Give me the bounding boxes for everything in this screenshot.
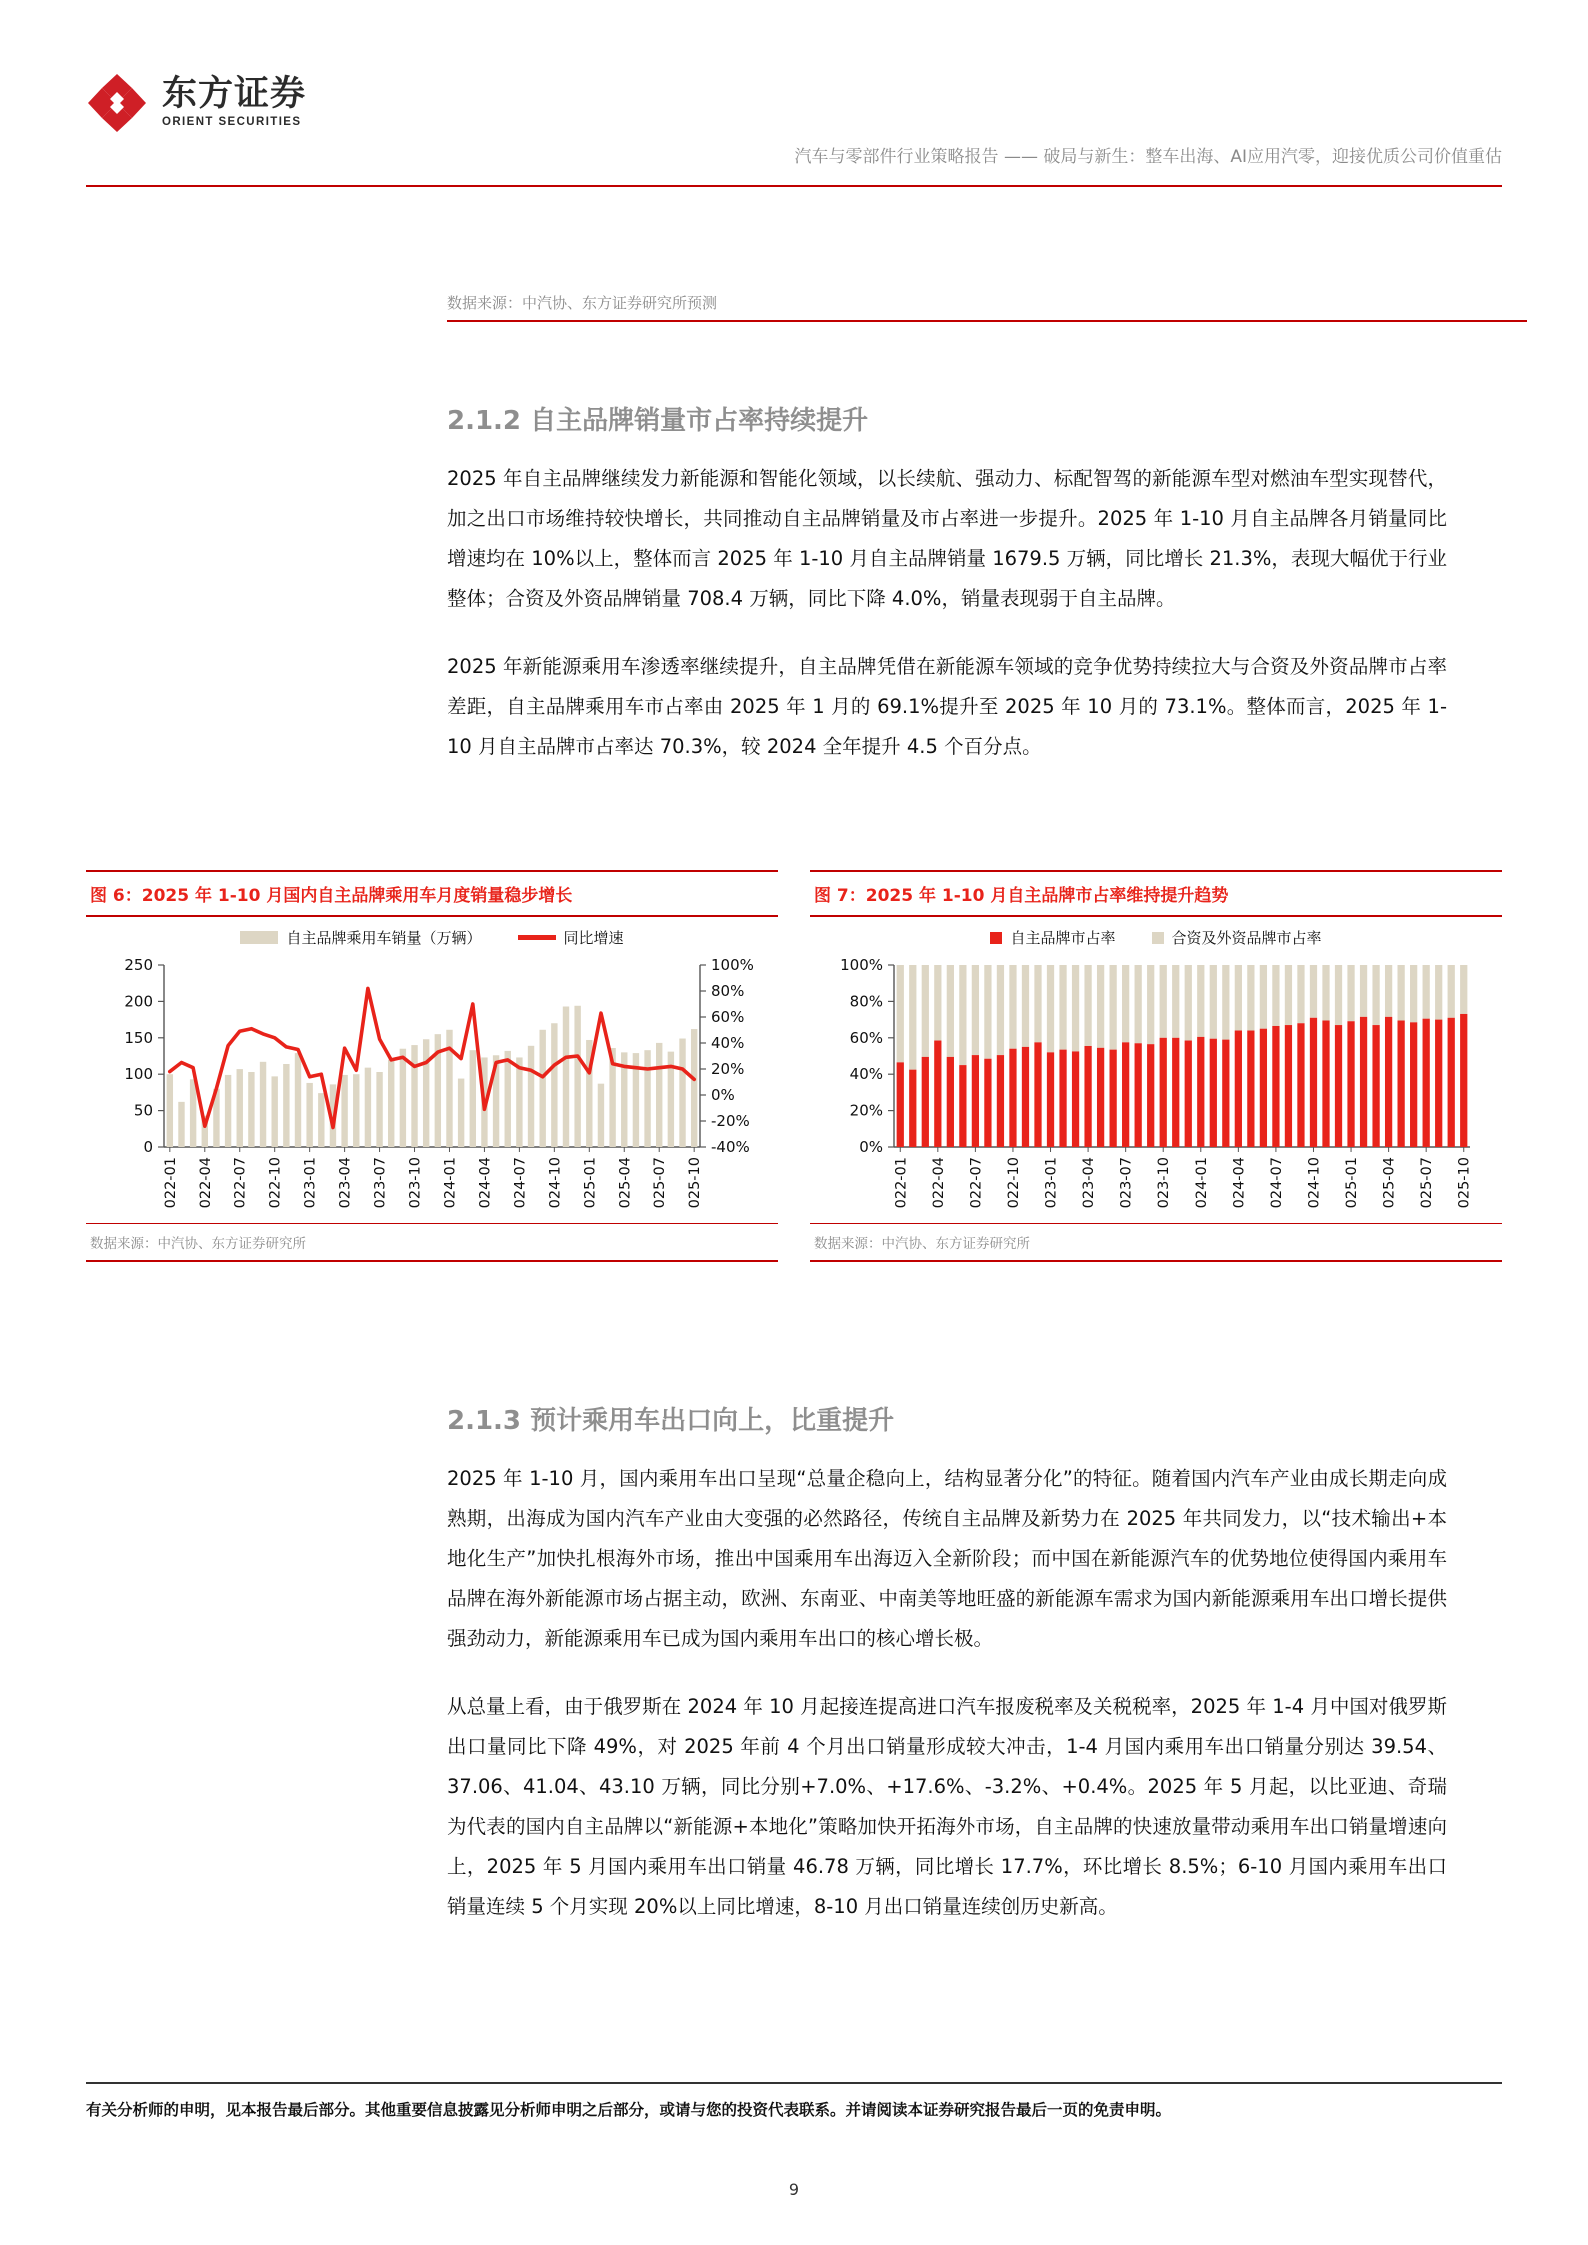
svg-text:2024-07: 2024-07 xyxy=(1268,1156,1285,1209)
svg-text:2023-07: 2023-07 xyxy=(372,1156,389,1209)
figure-7-end-divider xyxy=(810,1260,1502,1262)
svg-text:20%: 20% xyxy=(849,1101,883,1120)
legend-item-domestic-share xyxy=(990,927,1115,948)
page-number: 9 xyxy=(788,2180,800,2199)
svg-text:2024-01: 2024-01 xyxy=(442,1156,459,1209)
svg-text:2022-07: 2022-07 xyxy=(968,1156,985,1209)
orient-securities-logo-icon xyxy=(86,72,148,134)
svg-text:2023-07: 2023-07 xyxy=(1118,1156,1135,1209)
figure-6-legend xyxy=(86,923,778,953)
footer-divider xyxy=(86,2082,1502,2084)
section-213-paragraph-1: 2025 年 1-10 月，国内乘用车出口呈现“总量企稳向上，结构显著分化”的特征。随着国内汽车产业由成长期走向成熟期，出海成为国内汽车产业由大变强的必然路径，传统自主品牌及新势力在 2025 年共同发力，以“技术输出+本地化生产”加快扎根海外市场，推出中国乘用车出海迈入全新阶段；而中国在新能源汽车的优势地位使得国内乘用车品牌在海外新能源市场占据主动，欧洲、东南亚、中南美等地旺盛的新能源车需求为国内新能源乘用车出口增长提供强劲动力，新能源乘用车已成为国内乘用车出口的核心增长极。 xyxy=(447,1467,1447,1650)
svg-text:0%: 0% xyxy=(859,1137,883,1156)
figure-6-plot xyxy=(102,957,762,1209)
figure-7-body xyxy=(810,917,1502,1223)
svg-text:2023-04: 2023-04 xyxy=(1081,1156,1098,1209)
svg-text:60%: 60% xyxy=(711,1007,745,1026)
top-source-text: 数据来源：中汽协、东方证券研究所预测 xyxy=(447,294,718,312)
report-header-title: 汽车与零部件行业策略报告 —— 破局与新生：整车出海、AI应用汽零，迎接优质公司价值重估 xyxy=(794,147,1502,167)
section-213-heading: 2.1.3 预计乘用车出口向上，比重提升 xyxy=(447,1406,895,1436)
svg-text:0: 0 xyxy=(143,1137,153,1156)
section-212-paragraph-2: 2025 年新能源乘用车渗透率继续提升，自主品牌凭借在新能源车领域的竞争优势持续拉大与合资及外资品牌市占率差距，自主品牌乘用车市占率由 2025 年 1 月的 69.1%提升至 2025 年 10 月的 73.1%。整体而言，2025 年 1-10 月自主品牌市占率达 70.3%，较 2024 全年提升 4.5 个百分点。 xyxy=(447,655,1447,758)
svg-text:2025-04: 2025-04 xyxy=(1381,1156,1398,1209)
figure-7-plot xyxy=(826,957,1486,1209)
svg-text:2022-04: 2022-04 xyxy=(197,1156,214,1209)
figure-6-body xyxy=(86,917,778,1223)
top-source-divider xyxy=(447,320,1527,322)
brand-name-cn: 东方证券 xyxy=(162,74,307,115)
top-source-note xyxy=(447,292,1527,322)
svg-text:60%: 60% xyxy=(849,1028,883,1047)
section-212 xyxy=(447,400,1447,767)
section-213-paragraph-2: 从总量上看，由于俄罗斯在 2024 年 10 月起接连提高进口汽车报废税率及关税税率，2025 年 1-4 月中国对俄罗斯出口量同比下降 49%，对 2025 年前 4 个月出口销量形成较大冲击，1-4 月国内乘用车出口销量分别达 39.54、37.06、41.04、43.10 万辆，同比分别+7.0%、+17.6%、-3.2%、+0.4%。2025 年 5 月起，以比亚迪、奇瑞为代表的国内自主品牌以“新能源+本地化”策略加快开拓海外市场，自主品牌的快速放量带动乘用车出口销量增速向上，2025 年 5 月国内乘用车出口销量 46.78 万辆，同比增长 17.7%，环比增长 8.5%；6-10 月国内乘用车出口销量连续 5 个月实现 20%以上同比增速，8-10 月出口销量连续创历史新高。 xyxy=(447,1695,1447,1918)
svg-text:2024-10: 2024-10 xyxy=(547,1156,564,1209)
svg-text:150: 150 xyxy=(124,1028,153,1047)
svg-text:2025-10: 2025-10 xyxy=(687,1156,704,1209)
svg-text:2025-01: 2025-01 xyxy=(1344,1156,1361,1209)
svg-text:100: 100 xyxy=(124,1064,153,1083)
legend-label-domestic-share: 自主品牌市占率 xyxy=(1010,929,1116,947)
svg-text:2022-04: 2022-04 xyxy=(930,1156,947,1209)
svg-text:2025-04: 2025-04 xyxy=(617,1156,634,1209)
brand-logo-text xyxy=(162,74,307,129)
svg-text:250: 250 xyxy=(124,956,153,974)
svg-text:2025-10: 2025-10 xyxy=(1456,1156,1473,1209)
svg-text:2022-10: 2022-10 xyxy=(267,1156,284,1209)
section-212-paragraph-1: 2025 年自主品牌继续发力新能源和智能化领域，以长续航、强动力、标配智驾的新能源车型对燃油车型实现替代，加之出口市场维持较快增长，共同推动自主品牌销量及市占率进一步提升。2025 年 1-10 月自主品牌各月销量同比增速均在 10%以上，整体而言 2025 年 1-10 月自主品牌销量 1679.5 万辆，同比增长 21.3%，表现大幅优于行业整体；合资及外资品牌销量 708.4 万辆，同比下降 4.0%，销量表现弱于自主品牌。 xyxy=(447,467,1447,610)
figure-6 xyxy=(86,870,778,1262)
svg-text:2023-10: 2023-10 xyxy=(1156,1156,1173,1209)
brand-name-en: ORIENT SECURITIES xyxy=(162,116,302,129)
line-swatch-icon xyxy=(518,935,556,940)
svg-text:2023-04: 2023-04 xyxy=(337,1156,354,1209)
figures-row xyxy=(86,870,1502,1262)
svg-text:50: 50 xyxy=(133,1101,153,1120)
header-divider xyxy=(86,185,1502,187)
legend-label-foreign-share: 合资及外资品牌市占率 xyxy=(1171,929,1322,947)
brand-logo xyxy=(86,72,306,134)
footer-disclaimer: 有关分析师的申明，见本报告最后部分。其他重要信息披露见分析师申明之后部分，或请与您的投资代表联系。并请阅读本证券研究报告最后一页的免责申明。 xyxy=(86,2101,1172,2119)
figure-7 xyxy=(810,870,1502,1262)
legend-item-growth xyxy=(518,927,624,948)
red-square-swatch-icon xyxy=(990,932,1002,944)
figure-7-source: 数据来源：中汽协、东方证券研究所 xyxy=(814,1236,1030,1252)
svg-text:2023-01: 2023-01 xyxy=(1043,1156,1060,1209)
legend-label-growth: 同比增速 xyxy=(563,929,624,947)
svg-text:40%: 40% xyxy=(711,1033,745,1052)
svg-text:80%: 80% xyxy=(711,981,745,1000)
figure-7-title: 图 7：2025 年 1-10 月自主品牌市占率维持提升趋势 xyxy=(814,886,1229,906)
svg-text:2024-04: 2024-04 xyxy=(477,1156,494,1209)
svg-text:200: 200 xyxy=(124,991,153,1010)
legend-item-sales xyxy=(240,927,481,948)
svg-text:2022-10: 2022-10 xyxy=(1005,1156,1022,1209)
svg-text:100%: 100% xyxy=(840,956,883,974)
svg-text:2022-01: 2022-01 xyxy=(162,1156,179,1209)
section-213 xyxy=(447,1400,1447,1927)
figure-6-source: 数据来源：中汽协、东方证券研究所 xyxy=(90,1236,306,1252)
bar-swatch-icon xyxy=(240,931,278,944)
legend-item-foreign-share xyxy=(1152,927,1322,948)
svg-text:2022-01: 2022-01 xyxy=(893,1156,910,1209)
svg-text:2024-10: 2024-10 xyxy=(1306,1156,1323,1209)
svg-text:2022-07: 2022-07 xyxy=(232,1156,249,1209)
svg-text:2024-04: 2024-04 xyxy=(1231,1156,1248,1209)
svg-text:-40%: -40% xyxy=(711,1137,750,1156)
beige-square-swatch-icon xyxy=(1152,932,1164,944)
legend-label-sales: 自主品牌乘用车销量（万辆） xyxy=(286,929,482,947)
svg-text:80%: 80% xyxy=(849,991,883,1010)
svg-text:40%: 40% xyxy=(849,1064,883,1083)
svg-text:0%: 0% xyxy=(711,1085,735,1104)
svg-text:2023-01: 2023-01 xyxy=(302,1156,319,1209)
svg-text:2024-07: 2024-07 xyxy=(512,1156,529,1209)
page-header xyxy=(0,0,1588,185)
svg-text:100%: 100% xyxy=(711,956,754,974)
svg-text:-20%: -20% xyxy=(711,1111,750,1130)
svg-text:2025-07: 2025-07 xyxy=(1419,1156,1436,1209)
svg-text:2025-07: 2025-07 xyxy=(652,1156,669,1209)
figure-7-legend xyxy=(810,923,1502,953)
svg-text:2024-01: 2024-01 xyxy=(1193,1156,1210,1209)
figure-6-end-divider xyxy=(86,1260,778,1262)
figure-6-title: 图 6：2025 年 1-10 月国内自主品牌乘用车月度销量稳步增长 xyxy=(90,886,573,906)
svg-text:20%: 20% xyxy=(711,1059,745,1078)
svg-text:2025-01: 2025-01 xyxy=(582,1156,599,1209)
section-212-heading: 2.1.2 自主品牌销量市占率持续提升 xyxy=(447,406,869,436)
svg-text:2023-10: 2023-10 xyxy=(407,1156,424,1209)
